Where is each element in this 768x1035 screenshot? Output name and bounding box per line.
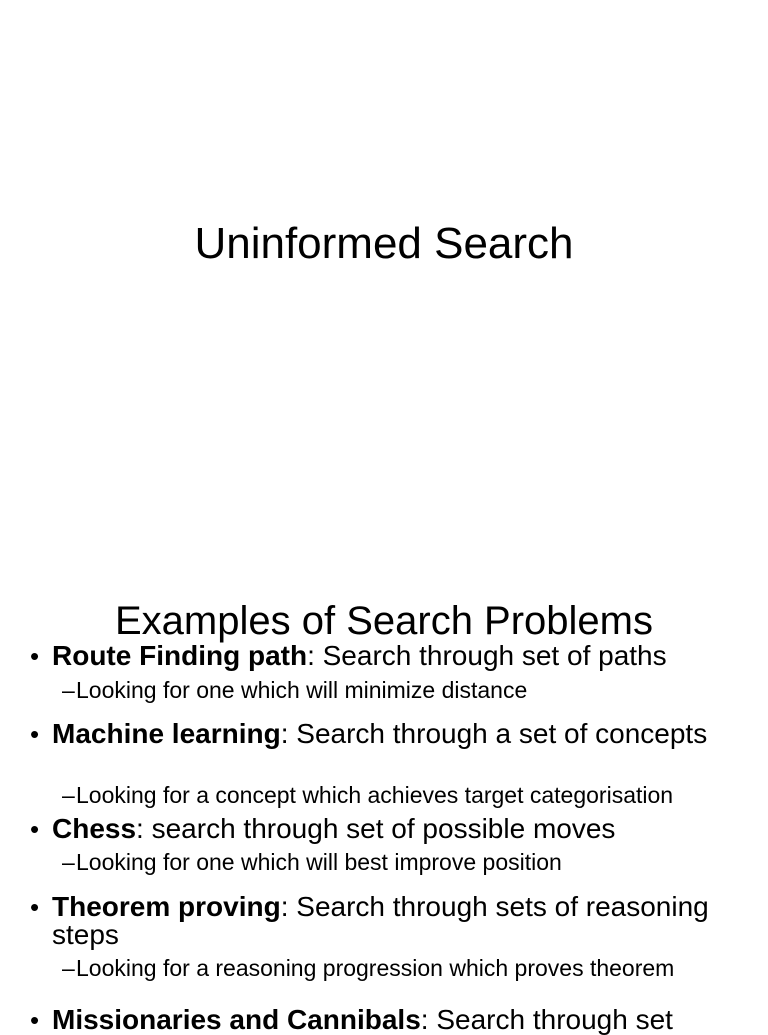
dash-icon: –: [62, 782, 75, 808]
list-item-text: [52, 893, 750, 949]
sub-item-chess: [62, 849, 752, 875]
list-item-description: : Search through set: [420, 1004, 673, 1035]
list-item-term: Route Finding path: [52, 640, 308, 671]
bullet-icon: •: [30, 892, 40, 922]
bullet-icon: •: [30, 641, 40, 671]
sub-item-route-finding: [62, 677, 752, 703]
list-item-machine-learning: [30, 720, 750, 748]
section-title: Examples of Search Problems: [114, 599, 653, 643]
sub-item-theorem-proving: [62, 955, 752, 981]
slide-title: Uninformed Search: [194, 219, 574, 268]
list-item-description: : search through set of possible moves: [136, 813, 616, 844]
list-item-description: : Search through set of paths: [307, 640, 667, 671]
list-item-term: Missionaries and Cannibals: [52, 1004, 421, 1035]
sub-item-text: Looking for a reasoning progression which proves theorem: [76, 955, 675, 981]
list-item-route-finding: [30, 642, 750, 670]
list-item-text: [52, 642, 750, 670]
list-item-text: [52, 720, 750, 748]
list-item-theorem-proving: [30, 893, 750, 949]
list-item-text: [52, 815, 750, 843]
bullet-icon: •: [30, 814, 40, 844]
dash-icon: –: [62, 849, 75, 875]
bullet-icon: •: [30, 1005, 40, 1035]
list-item-text: [52, 1006, 750, 1034]
sub-item-text: Looking for one which will minimize distance: [76, 677, 528, 703]
list-item-term: Machine learning: [52, 718, 281, 749]
dash-icon: –: [62, 955, 75, 981]
list-item-description: : Search through a set of concepts: [280, 718, 708, 749]
list-item-term: Theorem proving: [52, 891, 281, 922]
sub-item-text: Looking for one which will best improve position: [76, 849, 562, 875]
list-item-term: Chess: [52, 813, 137, 844]
list-item-chess: [30, 815, 750, 843]
list-item-description: : Search through sets of reasoning steps: [52, 891, 709, 950]
bullet-icon: •: [30, 719, 40, 749]
list-item-missionaries: [30, 1006, 750, 1034]
dash-icon: –: [62, 677, 75, 703]
sub-item-text: Looking for a concept which achieves target categorisation: [76, 782, 674, 808]
sub-item-machine-learning: [62, 782, 752, 808]
